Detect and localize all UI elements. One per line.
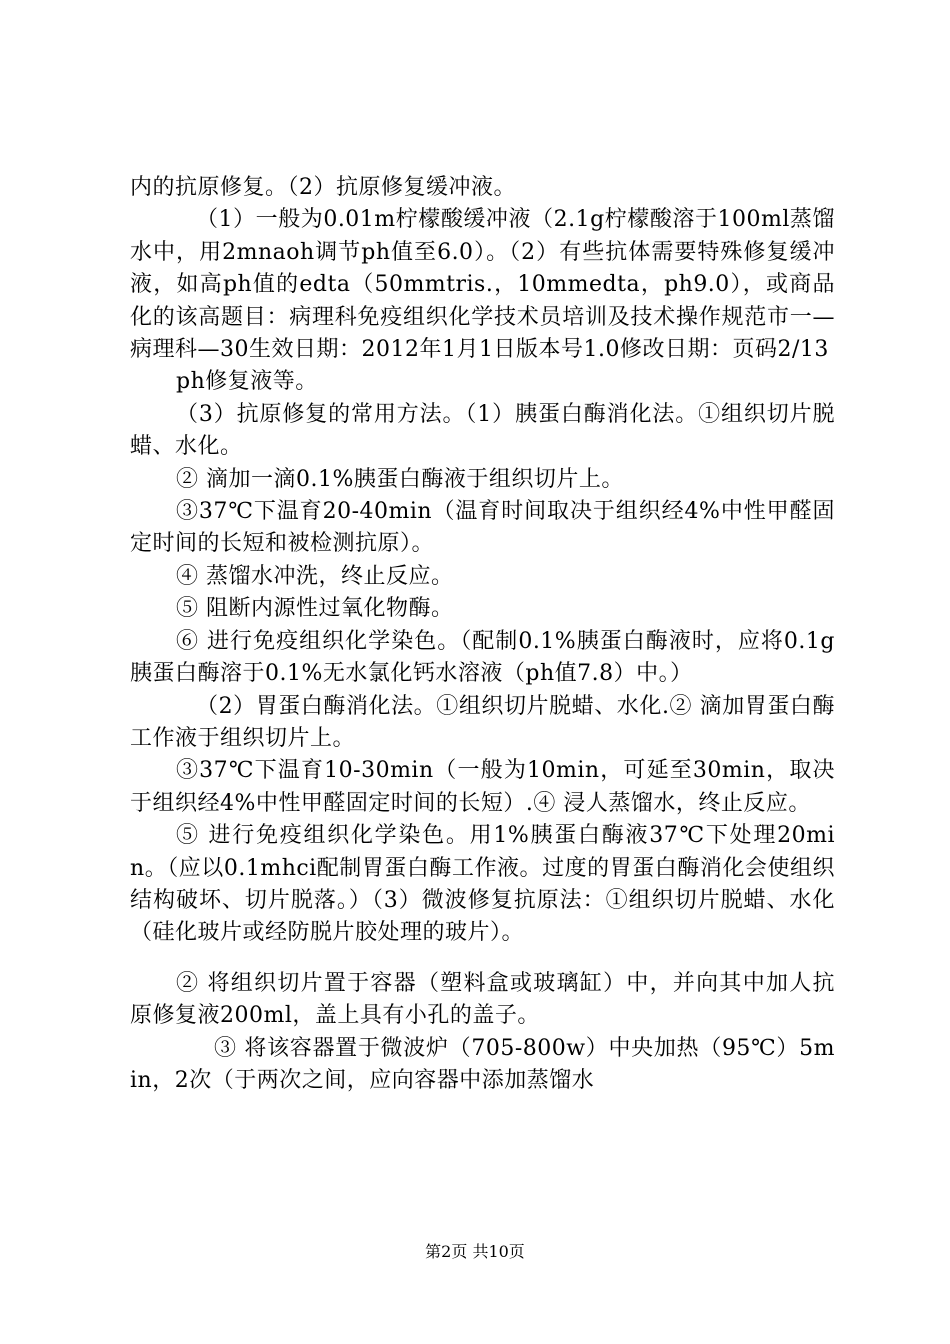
document-body bbox=[130, 172, 835, 1097]
paragraph: ⑤ 进行免疫组织化学染色。用1%胰蛋白酶液37℃下处理20min。（应以0.1mhci配制胃蛋白酶工作液。过度的胃蛋白酶消化会使组织结构破坏、切片脱落。）（3）微波修复抗原法：①组织切片脱蜡、水化（硅化玻片或经防脱片胶处理的玻片）。 bbox=[130, 823, 835, 946]
paragraph: ⑤ 阻断内源性过氧化物酶。 bbox=[176, 596, 454, 622]
paragraph: ② 滴加一滴0.1%胰蛋白酶液于组织切片上。 bbox=[176, 466, 624, 492]
paragraph: ③ 将该容器置于微波炉（705-800w）中央加热（95℃）5min，2次（于两次之间，应向容器中添加蒸馏水 bbox=[130, 1035, 835, 1093]
page-footer: 第2页 共10页 bbox=[425, 1242, 525, 1261]
paragraph: ② 将组织切片置于容器（塑料盒或玻璃缸）中，并向其中加人抗原修复液200ml，盖上具有小孔的盖子。 bbox=[130, 970, 835, 1029]
paragraph: （3）抗原修复的常用方法。（1）胰蛋白酶消化法。①组织切片脱蜡、水化。 bbox=[130, 401, 835, 460]
paragraph: ⑥ 进行免疫组织化学染色。（配制0.1%胰蛋白酶液时，应将0.1g胰蛋白酶溶于0.1%无水氯化钙水溶液（ph值7.8）中。） bbox=[130, 628, 835, 687]
paragraph: （1）一般为0.01m柠檬酸缓冲液（2.1g柠檬酸溶于100ml蒸馏水中，用2mnaoh调节ph值至6.0）。（2）有些抗体需要特殊修复缓冲液，如高ph值的edta（50mmtris.，10mmedta，ph9.0），或商品化的该高题目：病理科免疫组织化学技术员培训及技术操作规范市一—病理科—30生效日期：2012年1月1日版本号1.0修改日期：页码2/13 bbox=[130, 207, 835, 363]
paragraph: ③37℃下温育10-30min（一般为10min，可延至30min，取决于组织经4%中性甲醛固定时间的长短）.④ 浸人蒸馏水，终止反应。 bbox=[130, 758, 835, 816]
paragraph: ph修复液等。 bbox=[176, 369, 318, 395]
paragraph: （2）胃蛋白酶消化法。①组织切片脱蜡、水化.② 滴加胃蛋白酶工作液于组织切片上。 bbox=[130, 693, 835, 751]
paragraph: ④ 蒸馏水冲洗，终止反应。 bbox=[176, 563, 454, 589]
paragraph-gap bbox=[130, 950, 835, 968]
paragraph: 内的抗原修复。（2）抗原修复缓冲液。 bbox=[130, 175, 516, 200]
paragraph: ③37℃下温育20-40min（温育时间取决于组织经4%中性甲醛固定时间的长短和被检测抗原）。 bbox=[130, 499, 835, 557]
